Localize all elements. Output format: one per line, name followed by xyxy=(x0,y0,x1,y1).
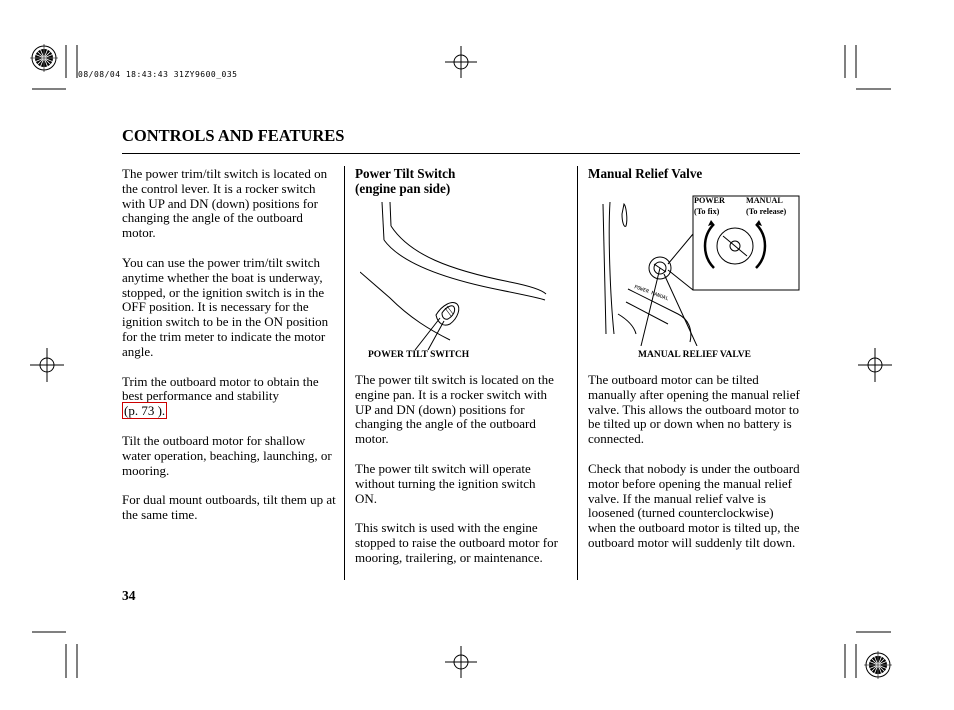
column-divider-2 xyxy=(577,166,578,580)
paragraph: For dual mount outboards, tilt them up at the same time. xyxy=(122,492,336,523)
paragraph: The power tilt switch is located on the engine pan. It is a rocker switch with UP and DN (down) positions for changing the angle of the outboard motor. xyxy=(355,372,554,447)
paragraph: Tilt the outboard motor for shallow water operation, beaching, launching, or mooring. xyxy=(122,432,332,478)
starburst-mark-top-left xyxy=(30,44,58,72)
paragraph xyxy=(122,375,336,419)
column-2 xyxy=(355,166,560,196)
column-3-body xyxy=(588,373,802,551)
inset-manual-text: MANUAL xyxy=(746,196,783,205)
section-title: CONTROLS AND FEATURES xyxy=(122,126,345,145)
column-2-body xyxy=(355,373,560,566)
starburst-mark-bottom-right xyxy=(864,651,892,679)
column-3 xyxy=(588,166,800,181)
inset-to-release-text: (To release) xyxy=(746,207,787,216)
figure-caption-manual-relief-valve: MANUAL RELIEF VALVE xyxy=(638,350,751,360)
title-rule xyxy=(122,153,800,154)
engine-label: POWER MANUAL xyxy=(633,284,670,303)
paragraph: This switch is used with the engine stopped to raise the outboard motor for mooring, trailering, or maintenance. xyxy=(355,520,558,565)
paragraph: Check that nobody is under the outboard motor before opening the manual relief valve. If the manual relief valve is loosened (turned counterclockwise) when the outboard motor is tilted up, the outboard motor will suddenly tilt down. xyxy=(588,460,800,550)
paragraph-text: Trim the outboard motor to obtain the best performance and stability xyxy=(122,373,319,404)
paragraph: The power tilt switch will operate without turning the ignition switch ON. xyxy=(355,460,536,506)
figure-caption-power-tilt-switch: POWER TILT SWITCH xyxy=(368,350,470,360)
heading-line-1: Power Tilt Switch xyxy=(355,166,456,181)
paragraph: The power trim/tilt switch is located on the control lever. It is a rocker switch with UP and DN (down) positions for changing the angle of the outboard motor. xyxy=(122,166,328,241)
page-number: 34 xyxy=(122,588,136,603)
inset-power-text: POWER xyxy=(694,196,725,205)
registration-target-bottom xyxy=(445,646,477,678)
power-tilt-switch-illustration xyxy=(360,200,560,350)
heading-line-2: (engine pan side) xyxy=(355,181,451,196)
page-reference-link[interactable]: (p. 73 ). xyxy=(124,403,166,419)
paragraph: You can use the power trim/tilt switch anytime whether the boat is underway, stopped, or the ignition switch is in the OFF position. It is necessary for the ignition switch to be in the ON position for the trim meter to indicate the motor angle. xyxy=(122,254,329,359)
print-header: 08/08/04 18:43:43 31ZY9600_035 xyxy=(78,70,238,79)
column-heading xyxy=(355,166,560,196)
inset-label-manual xyxy=(746,195,786,217)
inset-to-fix-text: (To fix) xyxy=(694,207,720,216)
inset-label-power xyxy=(694,195,725,217)
column-divider-1 xyxy=(344,166,345,580)
registration-target-right xyxy=(858,348,892,382)
column-heading: Manual Relief Valve xyxy=(588,166,703,181)
column-1 xyxy=(122,167,336,523)
registration-target-top xyxy=(445,46,477,78)
registration-target-left xyxy=(30,348,64,382)
paragraph: The outboard motor can be tilted manually after opening the manual relief valve. This allows the outboard motor to be tilted up or down when no battery is connected. xyxy=(588,372,800,447)
